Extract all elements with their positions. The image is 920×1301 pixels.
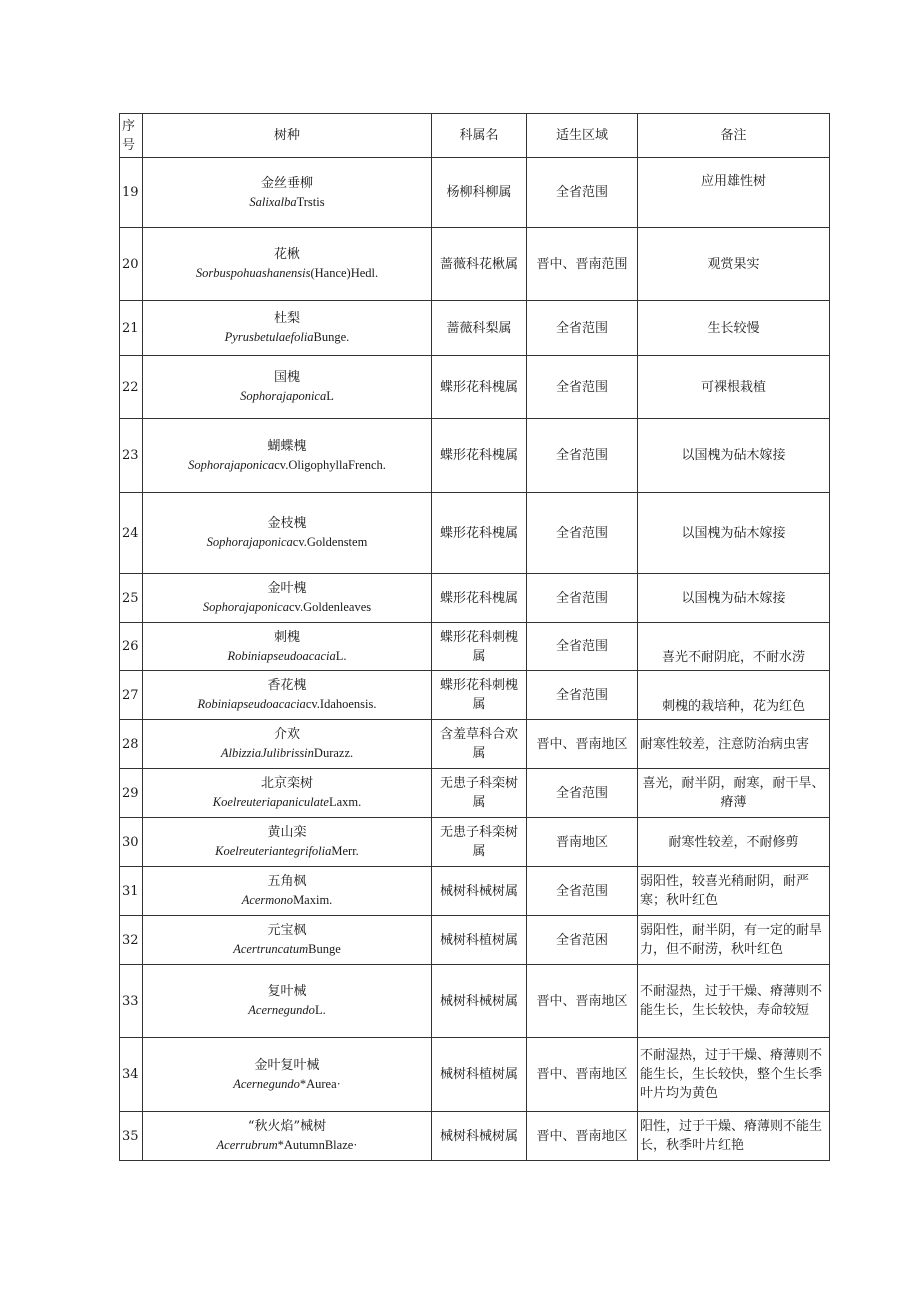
species-cell [143, 623, 432, 671]
region-cell: 全省范围 [527, 867, 638, 916]
species-chinese-name: 花楸 [273, 247, 300, 262]
tree-species-table [119, 113, 830, 1161]
species-cell [143, 158, 432, 228]
species-latin-name: AcernegundoL. [248, 1003, 326, 1017]
family-cell: 无患子科栾树属 [432, 769, 527, 818]
row-number: 19 [120, 158, 143, 228]
row-number: 32 [120, 916, 143, 965]
species-cell [143, 1038, 432, 1112]
species-cell [143, 301, 432, 356]
species-chinese-name: 元宝枫 [267, 923, 307, 938]
table-row [120, 916, 830, 965]
species-chinese-name: “秋火焰”械树 [247, 1119, 327, 1134]
header-note: 备注 [638, 114, 830, 158]
row-number: 28 [120, 720, 143, 769]
species-latin-name: Sophorajaponicacv.Goldenstem [206, 535, 368, 549]
row-number: 24 [120, 493, 143, 574]
species-latin-name: Acerrubrum*AutumnBlaze· [216, 1138, 358, 1152]
family-cell: 蝶形花科刺槐属 [432, 671, 527, 720]
species-cell [143, 818, 432, 867]
family-cell: 蔷薇科花楸属 [432, 228, 527, 301]
species-latin-name: PyrusbetulaefoliaBunge. [224, 330, 350, 344]
species-latin-name: KoelreuteriantegrifoliaMerr. [215, 844, 359, 858]
region-cell: 全省范围 [527, 493, 638, 574]
region-cell: 晋中、晋南范围 [527, 228, 638, 301]
species-chinese-name: 国槐 [273, 370, 300, 385]
note-cell: 喜光不耐阴庇，不耐水涝 [638, 623, 830, 671]
species-chinese-name: 五角枫 [267, 874, 307, 889]
row-number: 33 [120, 965, 143, 1038]
table-row [120, 158, 830, 228]
species-cell [143, 574, 432, 623]
family-cell: 械树科械树属 [432, 1112, 527, 1161]
species-cell [143, 419, 432, 493]
species-latin-name: SalixalbaTrstis [249, 194, 325, 209]
region-cell: 全省范困 [527, 916, 638, 965]
table-row [120, 623, 830, 671]
region-cell: 全省范围 [527, 623, 638, 671]
species-latin-name: Acernegundo*Aurea· [233, 1076, 341, 1091]
region-cell: 晋中、晋南地区 [527, 965, 638, 1038]
family-cell: 械树科械树属 [432, 867, 527, 916]
note-cell: 弱阳性，耐半阴，有一定的耐旱力，但不耐涝，秋叶红色 [638, 916, 830, 965]
row-number: 31 [120, 867, 143, 916]
family-cell: 蝶形花科槐属 [432, 493, 527, 574]
region-cell: 晋中、晋南地区 [527, 1038, 638, 1112]
family-cell: 蔷薇科梨属 [432, 301, 527, 356]
table-row [120, 769, 830, 818]
species-chinese-name: 复叶械 [267, 984, 307, 999]
region-cell: 全省范围 [527, 574, 638, 623]
header-family: 科属名 [432, 114, 527, 158]
species-cell [143, 493, 432, 574]
note-cell: 应用雄性树 [638, 158, 830, 228]
species-cell [143, 720, 432, 769]
species-chinese-name: 金叶复叶械 [254, 1057, 320, 1073]
species-chinese-name: 黄山栾 [267, 825, 307, 840]
species-chinese-name: 金枝槐 [267, 516, 307, 531]
row-number: 20 [120, 228, 143, 301]
species-latin-name: Sophorajaponicacv.OligophyllaFrench. [188, 457, 386, 472]
row-number: 27 [120, 671, 143, 720]
species-chinese-name: 香花槐 [267, 678, 307, 693]
row-number: 30 [120, 818, 143, 867]
species-chinese-name: 北京栾树 [260, 776, 313, 791]
family-cell: 无患子科栾树属 [432, 818, 527, 867]
row-number: 21 [120, 301, 143, 356]
region-cell: 全省范围 [527, 419, 638, 493]
table-row [120, 671, 830, 720]
species-latin-name: Sophorajaponicacv.Goldenleaves [202, 600, 372, 614]
note-cell: 刺槐的栽培种，花为红色 [638, 671, 830, 720]
species-latin-name: AlbizziaJulibrissinDurazz. [220, 746, 354, 760]
row-number: 35 [120, 1112, 143, 1161]
region-cell: 全省范围 [527, 356, 638, 419]
row-number: 25 [120, 574, 143, 623]
table-row [120, 720, 830, 769]
species-cell [143, 769, 432, 818]
family-cell: 蝶形花科槐属 [432, 419, 527, 493]
family-cell: 杨柳科柳属 [432, 158, 527, 228]
table-row [120, 356, 830, 419]
species-cell [143, 356, 432, 419]
note-cell: 不耐湿热，过于干燥、瘠薄则不能生长，生长较快，寿命较短 [638, 965, 830, 1038]
table-row [120, 493, 830, 574]
row-number: 34 [120, 1038, 143, 1112]
family-cell: 械树科植树属 [432, 916, 527, 965]
species-cell [143, 671, 432, 720]
region-cell: 全省范围 [527, 158, 638, 228]
note-cell: 喜光，耐半阴，耐寒，耐干旱、瘠薄 [638, 769, 830, 818]
family-cell: 械树科植树属 [432, 1038, 527, 1112]
row-number: 29 [120, 769, 143, 818]
note-cell: 观赏果实 [638, 228, 830, 301]
table-row [120, 867, 830, 916]
species-latin-name: AcermonoMaxim. [241, 893, 333, 907]
species-cell [143, 965, 432, 1038]
row-number: 26 [120, 623, 143, 671]
note-cell: 耐寒性较差，不耐修剪 [638, 818, 830, 867]
species-chinese-name: 金叶槐 [267, 581, 307, 596]
header-species: 树种 [143, 114, 432, 158]
table-row [120, 301, 830, 356]
note-cell: 生长较慢 [638, 301, 830, 356]
species-latin-name: KoelreuteriapaniculateLaxm. [212, 795, 362, 809]
note-cell: 弱阳性，较喜光稍耐阴，耐严寒；秋叶红色 [638, 867, 830, 916]
species-latin-name: RobiniapseudoacaciaL. [227, 648, 347, 663]
family-cell: 蝶形花科刺槐属 [432, 623, 527, 671]
header-no: 序号 [120, 114, 143, 158]
row-number: 22 [120, 356, 143, 419]
region-cell: 晋中、晋南地区 [527, 1112, 638, 1161]
region-cell: 全省范围 [527, 301, 638, 356]
species-chinese-name: 蝴蝶槐 [267, 438, 307, 454]
table-row [120, 228, 830, 301]
note-cell: 以国槐为砧木嫁接 [638, 419, 830, 493]
species-cell [143, 916, 432, 965]
species-latin-name: AcertruncatumBunge [233, 942, 341, 956]
family-cell: 蝶形花科槐属 [432, 574, 527, 623]
species-chinese-name: 介欢 [273, 727, 300, 742]
species-latin-name: SophorajaponicaL [240, 389, 334, 403]
note-cell: 耐寒性较差，注意防治病虫害 [638, 720, 830, 769]
region-cell: 全省范围 [527, 769, 638, 818]
note-cell: 以国槐为砧木嫁接 [638, 574, 830, 623]
note-cell: 阳性，过于干燥、瘠薄则不能生长，秋季叶片红艳 [638, 1112, 830, 1161]
note-cell: 可裸根栽植 [638, 356, 830, 419]
family-cell: 械树科械树属 [432, 965, 527, 1038]
species-chinese-name: 刺槐 [273, 629, 300, 645]
note-cell: 不耐湿热，过于干燥、瘠薄则不能生长，生长较快，整个生长季叶片均为黄色 [638, 1038, 830, 1112]
region-cell: 全省范围 [527, 671, 638, 720]
row-number: 23 [120, 419, 143, 493]
species-cell [143, 1112, 432, 1161]
family-cell: 蝶形花科槐属 [432, 356, 527, 419]
table-row [120, 1038, 830, 1112]
table-row [120, 574, 830, 623]
species-latin-name: Robiniapseudoacaciacv.Idahoensis. [197, 697, 377, 711]
region-cell: 晋中、晋南地区 [527, 720, 638, 769]
header-region: 适生区域 [527, 114, 638, 158]
note-cell: 以国槐为砧木嫁接 [638, 493, 830, 574]
region-cell: 晋南地区 [527, 818, 638, 867]
table-row [120, 1112, 830, 1161]
species-cell [143, 228, 432, 301]
species-cell [143, 867, 432, 916]
table-row [120, 965, 830, 1038]
species-chinese-name: 杜梨 [273, 311, 300, 326]
table-header-row [120, 114, 830, 158]
species-latin-name: Sorbuspohuashanensis(Hance)Hedl. [195, 266, 379, 280]
table-row [120, 419, 830, 493]
family-cell: 含羞草科合欢属 [432, 720, 527, 769]
table-row [120, 818, 830, 867]
species-chinese-name: 金丝垂柳 [260, 175, 313, 191]
